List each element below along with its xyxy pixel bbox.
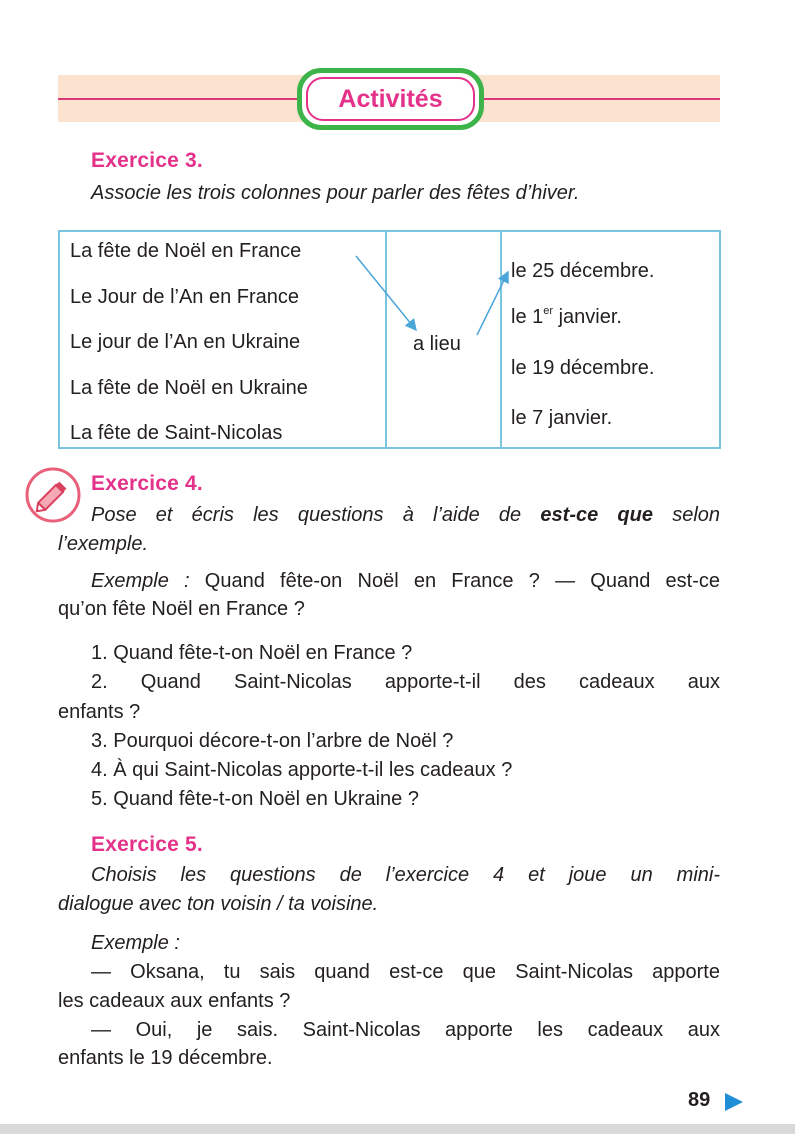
middle-verb: a lieu	[413, 333, 461, 355]
dialogue-line-2-cont: enfants le 19 décembre.	[58, 1047, 273, 1069]
dialogue-line-1: — Oksana, tu sais quand est-ce que Saint-Nicolas apporte	[91, 961, 720, 983]
exercise-4-title: Exercice 4.	[91, 472, 203, 495]
exercise-5-instruction: Choisis les questions de l’exercice 4 et joue un mini-	[91, 864, 720, 886]
dialogue-line-2: — Oui, je sais. Saint-Nicolas apporte les cadeaux aux	[91, 1019, 720, 1041]
dialogue-line-1-cont: les cadeaux aux enfants ?	[58, 990, 291, 1012]
exercise-5-instruction-cont: dialogue avec ton voisin / ta voisine.	[58, 893, 379, 915]
left-item-1: La fête de Noël en France	[70, 240, 302, 262]
exercise-3-title: Exercice 3.	[91, 149, 203, 172]
left-item-3: Le jour de l’An en Ukraine	[70, 331, 301, 353]
question-2-cont: enfants ?	[58, 701, 141, 723]
pencil-icon	[24, 466, 82, 524]
question-3: 3. Pourquoi décore-t-on l’arbre de Noël ?	[91, 730, 454, 752]
right-item-4: le 7 janvier.	[511, 407, 613, 429]
arrow-to-verb	[356, 256, 416, 330]
arrow-to-date	[477, 272, 508, 335]
page-arrow-icon	[724, 1092, 744, 1112]
left-item-2: Le Jour de l’An en France	[70, 286, 300, 308]
activities-title: Activités	[338, 84, 443, 113]
exercise-5-title: Exercice 5.	[91, 833, 203, 856]
example-arrows	[60, 232, 721, 449]
left-item-5: La fête de Saint-Nicolas	[70, 422, 283, 444]
bottom-bar	[0, 1124, 795, 1134]
exercise-4-instruction: Pose et écris les questions à l’aide de est-ce que selon	[91, 504, 721, 526]
question-1: 1. Quand fête-t-on Noël en France ?	[91, 642, 413, 664]
matching-table	[58, 230, 721, 449]
activities-badge	[297, 68, 484, 130]
header-line-left	[58, 98, 303, 100]
right-item-3: le 19 décembre.	[511, 357, 655, 379]
exercise-4-instruction-cont: l’exemple.	[58, 533, 149, 555]
right-item-2: le 1er janvier.	[511, 305, 622, 328]
question-2: 2. Quand Saint-Nicolas apporte-t-il des cadeaux aux	[91, 671, 720, 693]
question-4: 4. À qui Saint-Nicolas apporte-t-il les cadeaux ?	[91, 759, 513, 781]
exercise-5-example-label: Exemple :	[91, 932, 180, 954]
left-item-4: La fête de Noël en Ukraine	[70, 377, 308, 399]
exercise-3-instruction: Associe les trois colonnes pour parler des fêtes d’hiver.	[91, 182, 580, 204]
exercise-4-example-cont: qu’on fête Noël en France ?	[58, 598, 305, 620]
exercise-4-example: Exemple : Quand fête-on Noël en France ? — Quand est-ce	[91, 570, 720, 592]
question-5: 5. Quand fête-t-on Noël en Ukraine ?	[91, 788, 419, 810]
header-line-right	[482, 98, 720, 100]
right-item-1: le 25 décembre.	[511, 260, 655, 282]
page-number: 89	[688, 1089, 711, 1111]
